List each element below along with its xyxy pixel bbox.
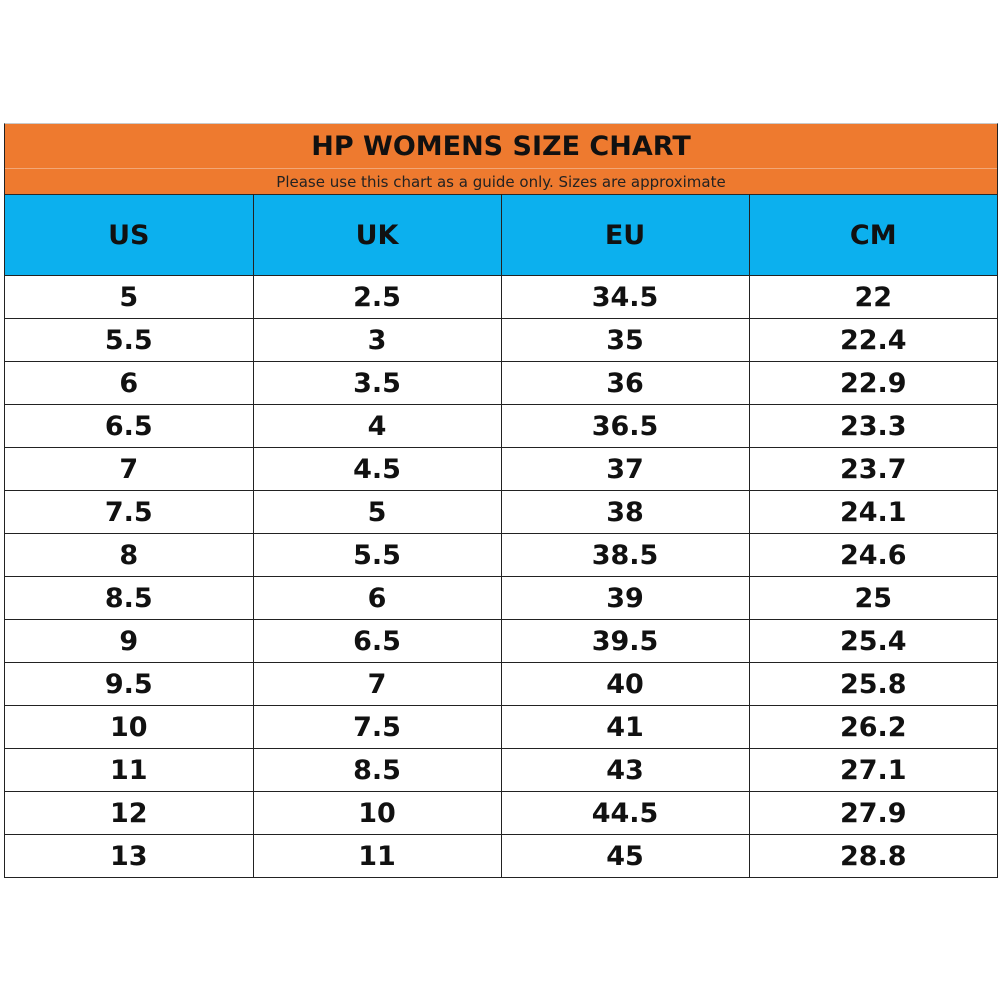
cell-uk: 7.5 <box>253 706 501 749</box>
cell-cm: 22.4 <box>749 319 997 362</box>
cell-us: 13 <box>5 835 253 878</box>
cell-uk: 6 <box>253 577 501 620</box>
cell-cm: 23.3 <box>749 405 997 448</box>
cell-cm: 27.1 <box>749 749 997 792</box>
table-row <box>5 276 997 319</box>
cell-cm: 22 <box>749 276 997 319</box>
cell-uk: 10 <box>253 792 501 835</box>
cell-us: 11 <box>5 749 253 792</box>
cell-us: 5 <box>5 276 253 319</box>
table-body <box>5 276 997 878</box>
cell-uk: 7 <box>253 663 501 706</box>
table-row <box>5 835 997 878</box>
size-table <box>5 194 997 878</box>
cell-cm: 22.9 <box>749 362 997 405</box>
cell-uk: 2.5 <box>253 276 501 319</box>
cell-eu: 38 <box>501 491 749 534</box>
cell-eu: 39 <box>501 577 749 620</box>
cell-cm: 25.8 <box>749 663 997 706</box>
table-row <box>5 491 997 534</box>
cell-eu: 35 <box>501 319 749 362</box>
table-row <box>5 749 997 792</box>
cell-us: 7 <box>5 448 253 491</box>
table-row <box>5 663 997 706</box>
header-us: US <box>5 195 253 276</box>
cell-uk: 3.5 <box>253 362 501 405</box>
cell-us: 5.5 <box>5 319 253 362</box>
cell-eu: 40 <box>501 663 749 706</box>
cell-cm: 23.7 <box>749 448 997 491</box>
cell-eu: 41 <box>501 706 749 749</box>
chart-title: HP WOMENS SIZE CHART <box>5 124 997 169</box>
cell-eu: 37 <box>501 448 749 491</box>
cell-cm: 27.9 <box>749 792 997 835</box>
header-cm: CM <box>749 195 997 276</box>
cell-us: 7.5 <box>5 491 253 534</box>
header-row <box>5 195 997 276</box>
cell-eu: 45 <box>501 835 749 878</box>
table-row <box>5 534 997 577</box>
cell-uk: 11 <box>253 835 501 878</box>
cell-us: 12 <box>5 792 253 835</box>
cell-cm: 28.8 <box>749 835 997 878</box>
header-uk: UK <box>253 195 501 276</box>
cell-uk: 5 <box>253 491 501 534</box>
cell-eu: 38.5 <box>501 534 749 577</box>
header-eu: EU <box>501 195 749 276</box>
cell-uk: 4.5 <box>253 448 501 491</box>
cell-cm: 26.2 <box>749 706 997 749</box>
cell-us: 9 <box>5 620 253 663</box>
cell-eu: 34.5 <box>501 276 749 319</box>
cell-us: 10 <box>5 706 253 749</box>
cell-eu: 44.5 <box>501 792 749 835</box>
table-row <box>5 448 997 491</box>
table-row <box>5 405 997 448</box>
cell-eu: 39.5 <box>501 620 749 663</box>
cell-us: 9.5 <box>5 663 253 706</box>
cell-cm: 24.6 <box>749 534 997 577</box>
cell-uk: 8.5 <box>253 749 501 792</box>
chart-subtitle: Please use this chart as a guide only. Sizes are approximate <box>5 169 997 194</box>
cell-us: 6.5 <box>5 405 253 448</box>
table-row <box>5 577 997 620</box>
cell-cm: 24.1 <box>749 491 997 534</box>
size-chart <box>4 123 998 878</box>
table-row <box>5 792 997 835</box>
table-row <box>5 319 997 362</box>
table-row <box>5 706 997 749</box>
cell-eu: 36 <box>501 362 749 405</box>
cell-eu: 43 <box>501 749 749 792</box>
cell-us: 8.5 <box>5 577 253 620</box>
cell-uk: 3 <box>253 319 501 362</box>
cell-cm: 25.4 <box>749 620 997 663</box>
cell-eu: 36.5 <box>501 405 749 448</box>
cell-us: 8 <box>5 534 253 577</box>
cell-uk: 5.5 <box>253 534 501 577</box>
cell-uk: 6.5 <box>253 620 501 663</box>
cell-cm: 25 <box>749 577 997 620</box>
cell-us: 6 <box>5 362 253 405</box>
table-row <box>5 620 997 663</box>
table-row <box>5 362 997 405</box>
cell-uk: 4 <box>253 405 501 448</box>
